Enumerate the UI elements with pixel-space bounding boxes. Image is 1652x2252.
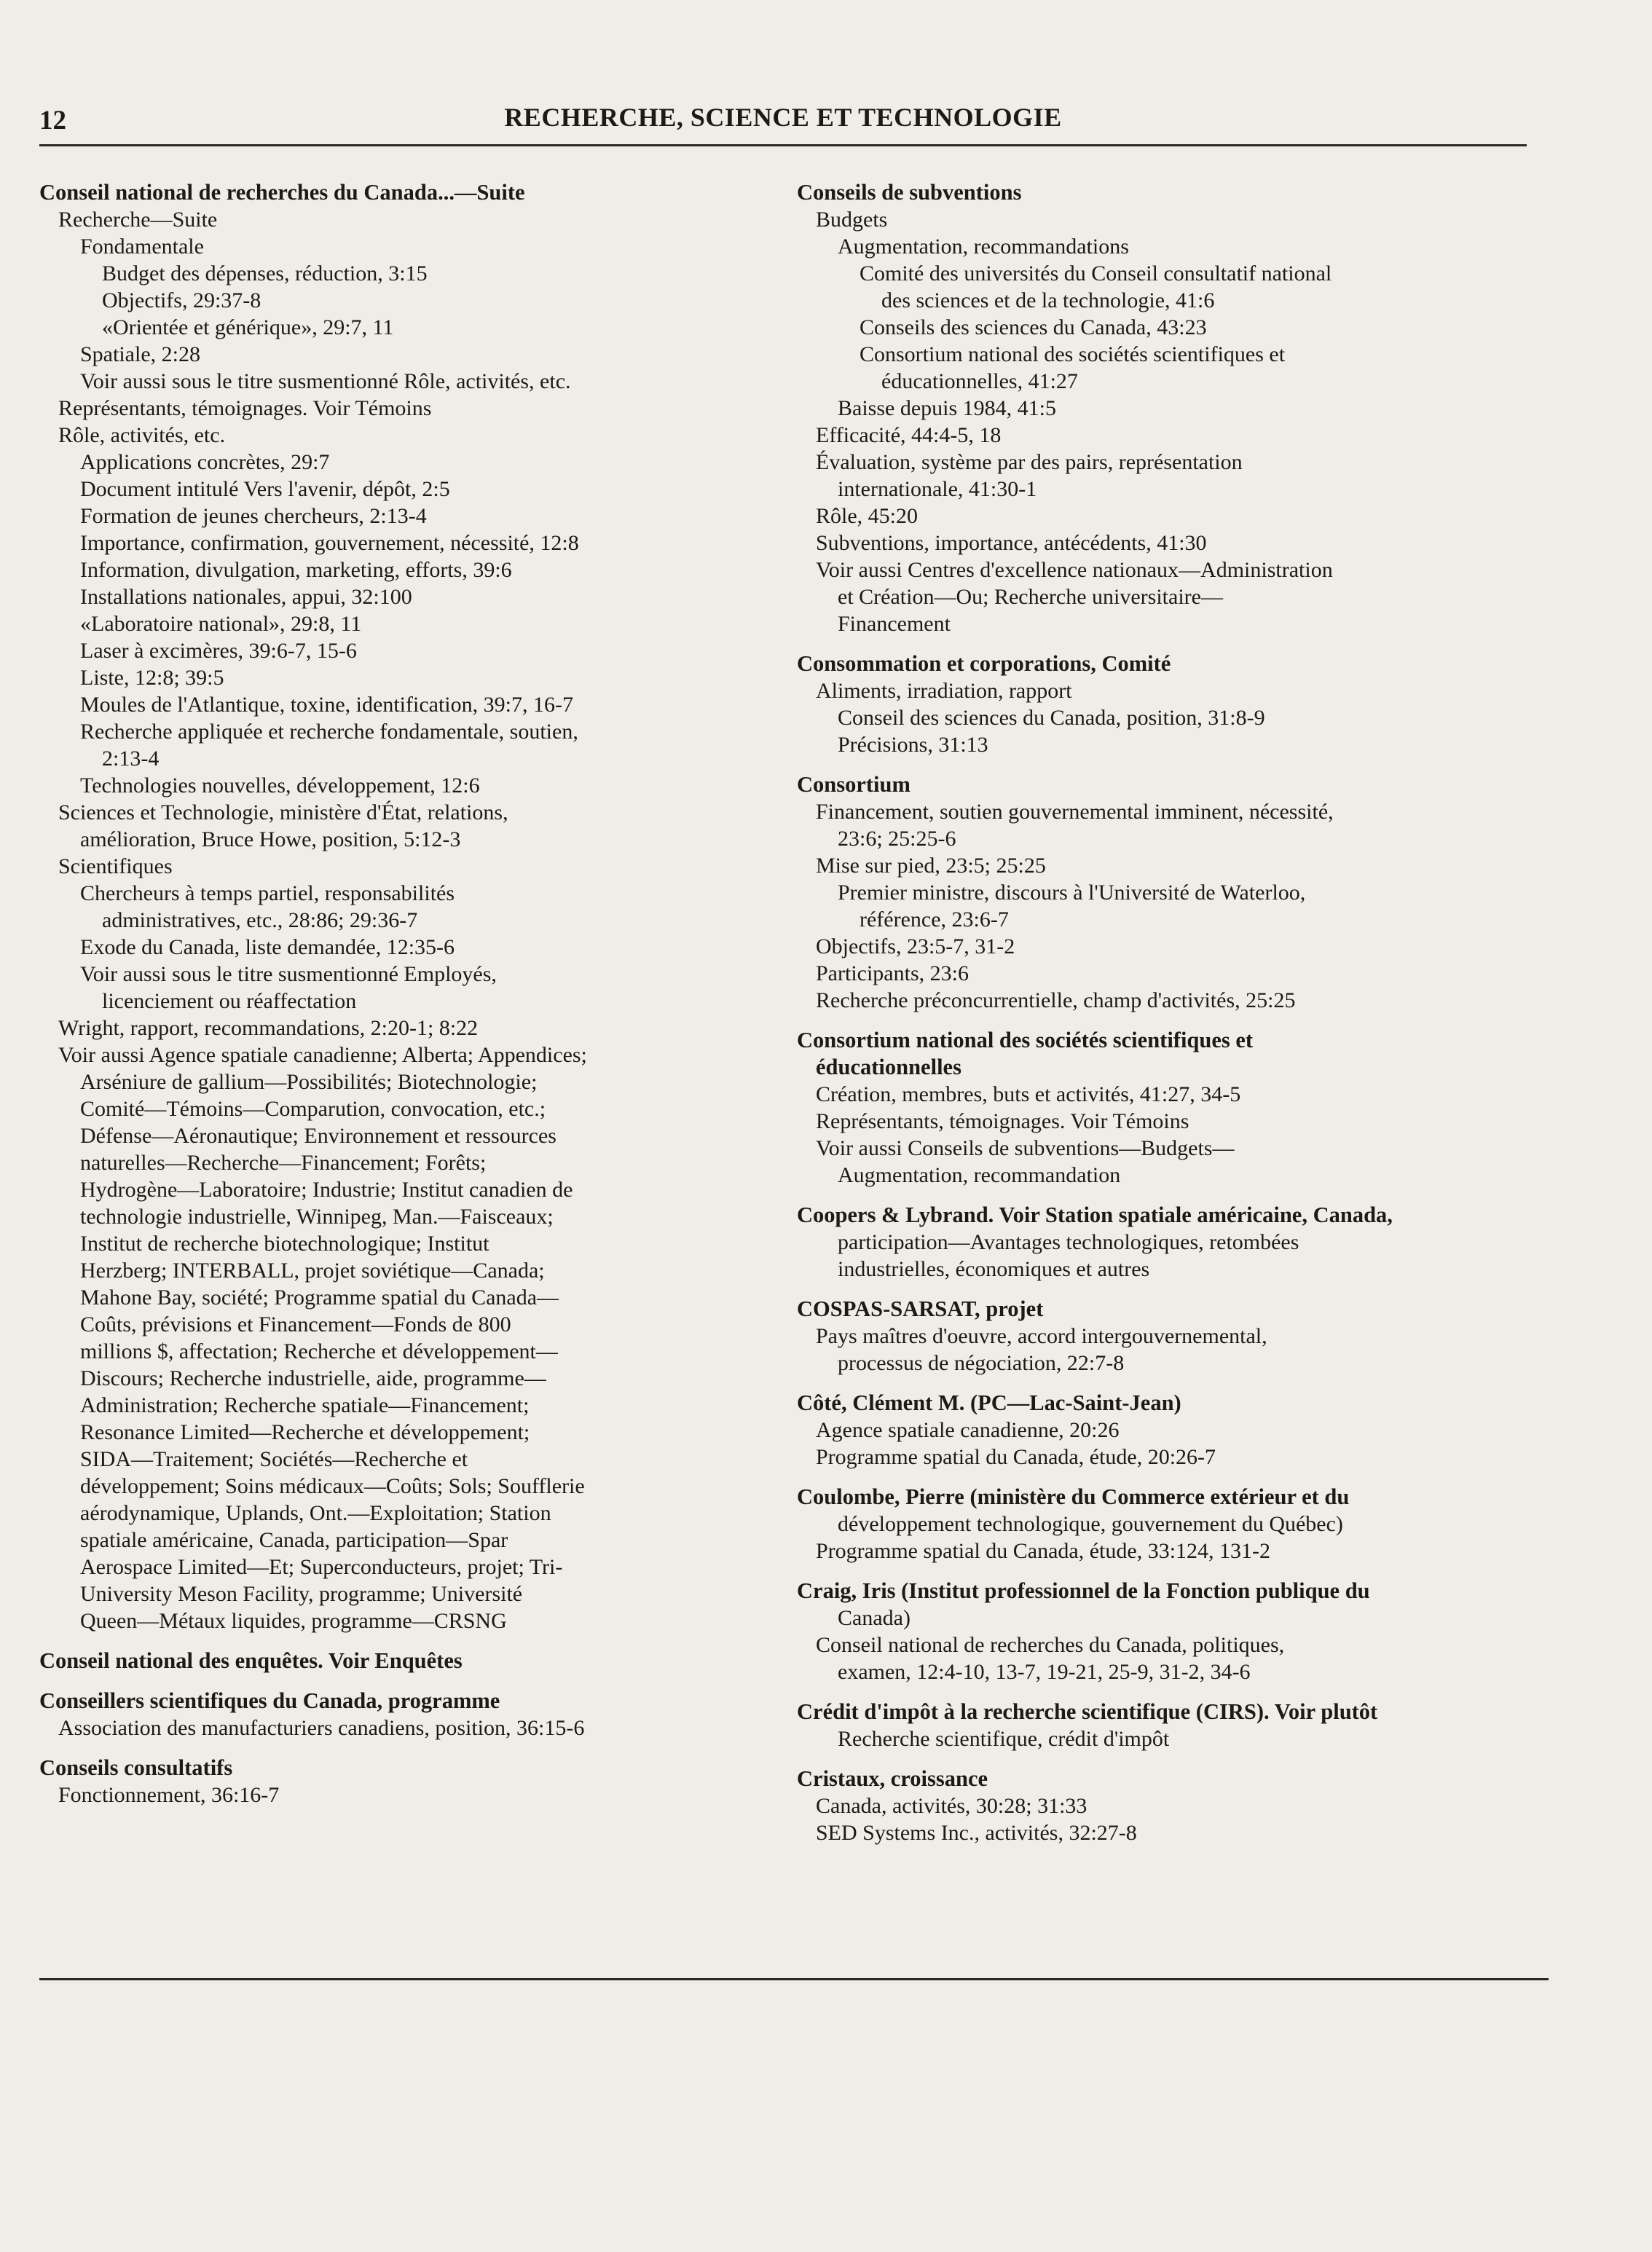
index-subentry: Mahone Bay, société; Programme spatial du Canada— [80, 1286, 559, 1310]
index-heading: Conseils consultatifs [39, 1755, 233, 1780]
index-subentry: Participants, 23:6 [816, 961, 969, 985]
index-subentry: «Orientée et générique», 29:7, 11 [102, 315, 394, 339]
index-subentry: Importance, confirmation, gouvernement, nécessité, 12:8 [80, 531, 579, 555]
index-subentry: Canada, activités, 30:28; 31:33 [816, 1794, 1087, 1818]
index-subentry: Spatiale, 2:28 [80, 342, 200, 366]
index-subentry: Financement, soutien gouvernemental imminent, nécessité, [816, 800, 1334, 824]
index-subentry: des sciences et de la technologie, 41:6 [881, 288, 1215, 312]
index-subentry: processus de négociation, 22:7-8 [838, 1351, 1125, 1375]
index-heading: Conseil national de recherches du Canada...—Suite [39, 180, 525, 205]
index-subentry: Représentants, témoignages. Voir Témoins [816, 1109, 1189, 1133]
index-subentry: Augmentation, recommandations [838, 235, 1129, 259]
index-subentry: Scientifiques [58, 854, 173, 878]
index-subentry: Voir aussi Agence spatiale canadienne; Alberta; Appendices; [58, 1043, 587, 1067]
index-subentry: Liste, 12:8; 39:5 [80, 666, 224, 690]
index-subentry: Consortium national des sociétés scientifiques et [860, 342, 1286, 366]
bottom-rule [39, 1978, 1549, 1980]
index-subentry: Conseil des sciences du Canada, position, 31:8-9 [838, 706, 1265, 730]
index-heading: Conseils de subventions [797, 180, 1022, 205]
index-subentry: Rôle, activités, etc. [58, 423, 226, 447]
index-subentry: Création, membres, buts et activités, 41:27, 34-5 [816, 1082, 1241, 1106]
index-heading: Côté, Clément M. (PC—Lac-Saint-Jean) [797, 1390, 1181, 1415]
index-subentry: examen, 12:4-10, 13-7, 19-21, 25-9, 31-2, 34-6 [838, 1660, 1251, 1684]
index-subentry: Augmentation, recommandation [838, 1163, 1121, 1187]
index-subentry: participation—Avantages technologiques, retombées [838, 1230, 1299, 1254]
index-heading: Coopers & Lybrand. Voir Station spatiale américaine, Canada, [797, 1202, 1393, 1227]
index-subentry: Recherche préconcurrentielle, champ d'activités, 25:25 [816, 988, 1296, 1012]
index-subentry: Financement [838, 612, 951, 636]
index-subentry: Baisse depuis 1984, 41:5 [838, 396, 1056, 420]
index-subentry: millions $, affectation; Recherche et développement— [80, 1339, 558, 1363]
index-subentry: technologie industrielle, Winnipeg, Man.—Faisceaux; [80, 1205, 554, 1229]
index-subentry: Sciences et Technologie, ministère d'État, relations, [58, 800, 508, 824]
index-subentry: Administration; Recherche spatiale—Financement; [80, 1393, 530, 1417]
index-subentry: Premier ministre, discours à l'Université de Waterloo, [838, 881, 1306, 905]
index-subentry: Pays maîtres d'oeuvre, accord intergouvernemental, [816, 1324, 1267, 1348]
index-subentry: spatiale américaine, Canada, participation—Spar [80, 1528, 508, 1552]
index-subentry: Évaluation, système par des pairs, représentation [816, 450, 1243, 474]
index-subentry: référence, 23:6-7 [860, 908, 1009, 932]
index-subentry: Rôle, 45:20 [816, 504, 918, 528]
index-subentry: «Laboratoire national», 29:8, 11 [80, 612, 362, 636]
index-column-right [797, 179, 1525, 1846]
index-subentry: amélioration, Bruce Howe, position, 5:12-3 [80, 827, 461, 851]
index-subentry: Conseil national de recherches du Canada, politiques, [816, 1633, 1285, 1657]
index-subentry: Budgets [816, 208, 888, 232]
index-subentry: Défense—Aéronautique; Environnement et ressources [80, 1124, 556, 1148]
index-subentry: Moules de l'Atlantique, toxine, identification, 39:7, 16-7 [80, 693, 573, 717]
index-heading: Conseillers scientifiques du Canada, programme [39, 1688, 500, 1713]
index-subentry: Subventions, importance, antécédents, 41:30 [816, 531, 1207, 555]
page-title: RECHERCHE, SCIENCE ET TECHNOLOGIE [504, 103, 1062, 132]
index-subentry: Voir aussi Conseils de subventions—Budgets— [816, 1136, 1235, 1160]
index-subentry: Queen—Métaux liquides, programme—CRSNG [80, 1609, 507, 1633]
index-heading: Consommation et corporations, Comité [797, 651, 1171, 676]
index-subentry: Chercheurs à temps partiel, responsabilités [80, 881, 455, 905]
index-subentry: Objectifs, 23:5-7, 31-2 [816, 934, 1015, 958]
index-subentry: Programme spatial du Canada, étude, 33:124, 131-2 [816, 1539, 1271, 1563]
index-subentry: Aliments, irradiation, rapport [816, 679, 1072, 703]
index-subentry: Exode du Canada, liste demandée, 12:35-6 [80, 935, 455, 959]
page-number: 12 [39, 106, 66, 135]
index-column-left [39, 179, 768, 1808]
index-subentry: Recherche scientifique, crédit d'impôt [838, 1727, 1170, 1751]
index-subentry: SIDA—Traitement; Sociétés—Recherche et [80, 1447, 468, 1471]
index-subentry: développement; Soins médicaux—Coûts; Sols; Soufflerie [80, 1474, 585, 1498]
index-subentry: Coûts, prévisions et Financement—Fonds de 800 [80, 1312, 511, 1336]
index-subentry: Agence spatiale canadienne, 20:26 [816, 1418, 1120, 1442]
index-heading: Conseil national des enquêtes. Voir Enquêtes [39, 1648, 463, 1673]
index-subentry: aérodynamique, Uplands, Ont.—Exploitation; Station [80, 1501, 551, 1525]
index-subentry: Précisions, 31:13 [838, 733, 988, 757]
index-subentry: Mise sur pied, 23:5; 25:25 [816, 854, 1046, 878]
index-subentry: SED Systems Inc., activités, 32:27-8 [816, 1821, 1137, 1845]
index-subentry: internationale, 41:30-1 [838, 477, 1037, 501]
index-subentry: éducationnelles, 41:27 [881, 369, 1078, 393]
index-subentry: Wright, rapport, recommandations, 2:20-1; 8:22 [58, 1016, 479, 1040]
index-subentry: Voir aussi sous le titre susmentionné Employés, [80, 962, 497, 986]
index-subentry: Technologies nouvelles, développement, 12:6 [80, 773, 480, 798]
index-subentry: et Création—Ou; Recherche universitaire— [838, 585, 1223, 609]
index-heading: Crédit d'impôt à la recherche scientifique (CIRS). Voir plutôt [797, 1699, 1378, 1724]
index-subentry: Comité des universités du Conseil consultatif national [860, 261, 1332, 286]
index-heading: Cristaux, croissance [797, 1766, 988, 1791]
index-subentry: 23:6; 25:25-6 [838, 827, 956, 851]
index-subentry: Représentants, témoignages. Voir Témoins [58, 396, 432, 420]
index-subentry: Programme spatial du Canada, étude, 20:26-7 [816, 1445, 1216, 1469]
index-subentry: Document intitulé Vers l'avenir, dépôt, 2:5 [80, 477, 450, 501]
index-subentry: Institut de recherche biotechnologique; Institut [80, 1232, 489, 1256]
index-subentry: Fondamentale [80, 235, 204, 259]
index-subentry: Objectifs, 29:37-8 [102, 288, 261, 312]
index-subentry: industrielles, économiques et autres [838, 1257, 1150, 1281]
index-heading: Consortium national des sociétés scientifiques et [797, 1028, 1254, 1052]
index-subentry: Recherche—Suite [58, 208, 218, 232]
index-subentry: Voir aussi Centres d'excellence nationaux—Administration [816, 558, 1333, 582]
index-subentry: Fonctionnement, 36:16-7 [58, 1783, 280, 1807]
index-heading: Coulombe, Pierre (ministère du Commerce extérieur et du [797, 1484, 1350, 1509]
index-subentry: Recherche appliquée et recherche fondamentale, soutien, [80, 720, 578, 744]
index-heading: COSPAS-SARSAT, projet [797, 1296, 1044, 1321]
index-subentry: administratives, etc., 28:86; 29:36-7 [102, 908, 418, 932]
index-subentry: Aerospace Limited—Et; Superconducteurs, projet; Tri- [80, 1555, 563, 1579]
index-subentry: Conseils des sciences du Canada, 43:23 [860, 315, 1207, 339]
index-subentry: Discours; Recherche industrielle, aide, programme— [80, 1366, 546, 1390]
index-subentry: licenciement ou réaffectation [102, 989, 357, 1013]
index-subentry: Voir aussi sous le titre susmentionné Rôle, activités, etc. [80, 369, 571, 393]
index-subentry: Formation de jeunes chercheurs, 2:13-4 [80, 504, 427, 528]
index-subentry: Hydrogène—Laboratoire; Industrie; Institut canadien de [80, 1178, 573, 1202]
index-subentry: naturelles—Recherche—Financement; Forêts; [80, 1151, 487, 1175]
index-subentry: Laser à excimères, 39:6-7, 15-6 [80, 639, 357, 663]
index-subentry: Herzberg; INTERBALL, projet soviétique—Canada; [80, 1259, 545, 1283]
index-heading: Craig, Iris (Institut professionnel de la Fonction publique du [797, 1578, 1370, 1603]
running-head [39, 101, 1527, 146]
index-subentry: Efficacité, 44:4-5, 18 [816, 423, 1002, 447]
index-subentry: 2:13-4 [102, 747, 160, 771]
index-subentry: Canada) [838, 1606, 910, 1630]
index-subentry: Installations nationales, appui, 32:100 [80, 585, 412, 609]
index-subentry: Arséniure de gallium—Possibilités; Biotechnologie; [80, 1070, 538, 1094]
index-heading: Consortium [797, 772, 910, 797]
index-subentry: Information, divulgation, marketing, efforts, 39:6 [80, 558, 512, 582]
index-subentry: Budget des dépenses, réduction, 3:15 [102, 261, 428, 286]
index-subentry: Association des manufacturiers canadiens, position, 36:15-6 [58, 1716, 585, 1740]
index-subentry: développement technologique, gouvernement du Québec) [838, 1512, 1343, 1536]
index-subentry: Comité—Témoins—Comparution, convocation, etc.; [80, 1097, 546, 1121]
index-subentry: University Meson Facility, programme; Université [80, 1582, 523, 1606]
index-heading: éducationnelles [816, 1055, 961, 1079]
index-subentry: Applications concrètes, 29:7 [80, 450, 330, 474]
index-subentry: Resonance Limited—Recherche et développement; [80, 1420, 530, 1444]
